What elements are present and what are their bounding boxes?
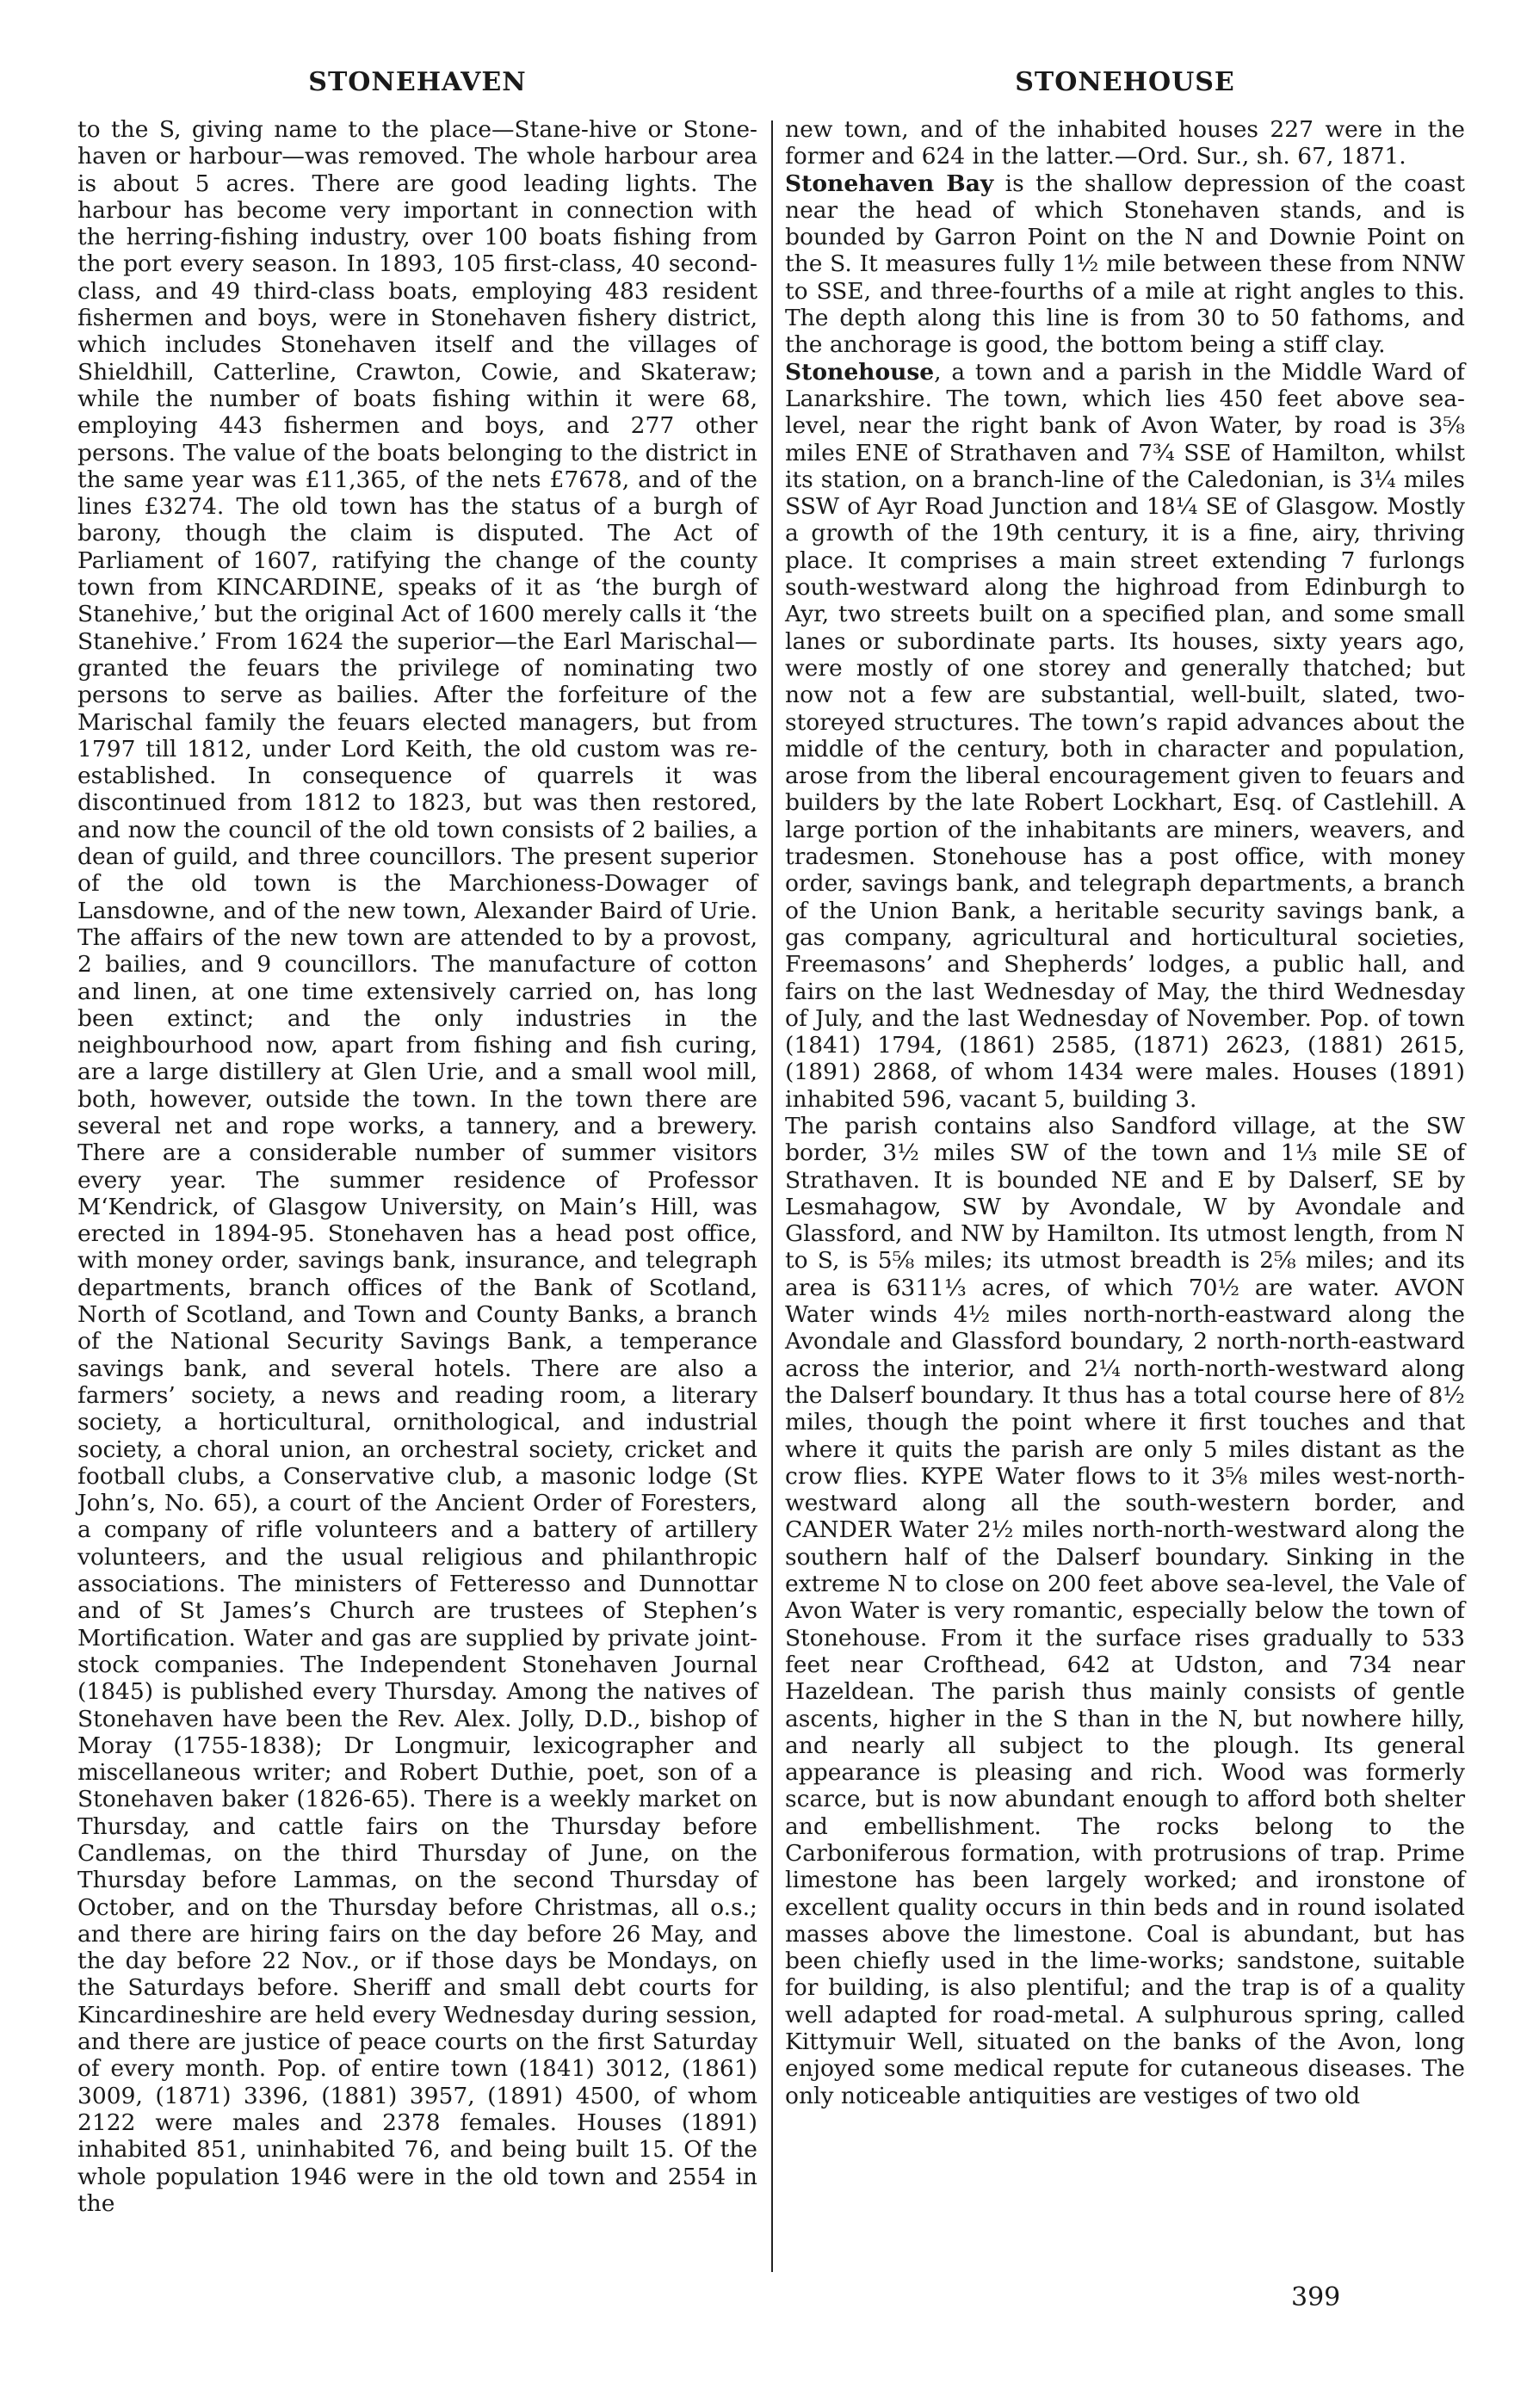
- entry-body-stonehouse: , a town and a parish in the Middle Ward of Lanarkshire. The town, which lies 450 feet above sea-level, near the right bank of Avon Water, by road is 3⅝ miles ENE of Strathaven and 7¾ SSE of Hamilton, whilst its station, on a branch-line of the Caledonian, is 3¼ miles SSW of Ayr Road Junction and 18¼ SE of Glasgow. Mostly a growth of the 19th century, it is a fine, airy, thriving place. It comprises a main street extending 7 furlongs south-westward along the highroad from Edinburgh to Ayr, two streets built on a specified plan, and some small lanes or subordinate parts. Its houses, sixty years ago, were mostly of one storey and generally thatched; but now not a few are substantial, well-built, slated, two-storeyed structures. The town’s rapid advances about the middle of the century, both in character and population, arose from the liberal encouragement given to feuars and builders by the late Robert Lockhart, Esq. of Castlehill. A large portion of the inhabitants are miners, weavers, and tradesmen. Stonehouse has a post office, with money order, savings bank, and telegraph departments, a branch of the Union Bank, a heritable security savings bank, a gas company, agricultural and horticultural societies, Freemasons’ and Shepherds’ lodges, a public hall, and fairs on the last Wednesday of May, the third Wednesday of July, and the last Wednesday of November. Pop. of town (1841) 1794, (1861) 2585, (1871) 2623, (1881) 2615, (1891) 2868, of whom 1434 were males. Houses (1891) inhabited 596, vacant 5, building 3.: [785, 358, 1465, 1113]
- entry-heading-stonehaven-bay: Stonehaven Bay: [785, 170, 994, 197]
- paragraph-stonehouse-parish: The parish contains also Sandford village, at the SW border, 3½ miles SW of the town and 1⅓ mile SE of Strathaven. It is bounded NE and E by Dalserf, SE by Lesmahagow, SW by Avondale, W by Avondale and Glassford, and NW by Hamilton. Its utmost length, from N to S, is 5⅝ miles; its utmost breadth is 2⅝ miles; and its area is 6311⅓ acres, of which 70½ are water. AVON Water winds 4½ miles north-north-eastward along the Avondale and Glassford boundary, 2 north-north-eastward across the interior, and 2¼ north-north-westward along the Dalserf boundary. It thus has a total course here of 8½ miles, though the point where it first touches and that where it quits the parish are only 5 miles distant as the crow flies. KYPE Water flows to it 3⅝ miles west-north-westward along all the south-western border, and CANDER Water 2½ miles north-north-westward along the southern half of the Dalserf boundary. Sinking in the extreme N to close on 200 feet above sea-level, the Vale of Avon Water is very romantic, especially below the town of Stonehouse. From it the surface rises gradually to 533 feet near Crofthead, 642 at Udston, and 734 near Hazeldean. The parish thus mainly consists of gentle ascents, higher in the S than in the N, but nowhere hilly, and nearly all subject to the plough. Its general appearance is pleasing and rich. Wood was formerly scarce, but is now abundant enough to afford both shelter and embellishment. The rocks belong to the Carboniferous formation, with protrusions of trap. Prime limestone has been largely worked; and ironstone of excellent quality occurs in thin beds and in round isolated masses above the limestone. Coal is abundant, but has been chiefly used in the lime-works; sandstone, suitable for building, is also plentiful; and the trap is of a quality well adapted for road-metal. A sulphurous spring, called Kittymuir Well, situated on the banks of the Avon, long enjoyed some medical repute for cutaneous diseases. The only noticeable antiquities are vestiges of two old: [785, 1112, 1465, 2109]
- running-head-right: STONEHOUSE: [1015, 67, 1235, 97]
- entry-stonehaven-bay: [785, 170, 1465, 359]
- paragraph-stonehaven-end: new town, and of the inhabited houses 227 were in the former and 624 in the latter.—Ord. Sur., sh. 67, 1871.: [785, 116, 1465, 170]
- left-column: [77, 116, 757, 2217]
- entry-body-stonehaven-bay: is the shallow depression of the coast near the head of which Stonehaven stands, and is bounded by Garron Point on the N and Downie Point on the S. It measures fully 1½ mile between these from NNW to SSE, and three-fourths of a mile at right angles to this. The depth along this line is from 30 to 50 fathoms, and the anchorage is good, the bottom being a stiff clay.: [785, 170, 1465, 359]
- running-head-left: STONEHAVEN: [308, 67, 527, 97]
- right-column: [785, 116, 1465, 2109]
- entry-stonehouse: [785, 359, 1465, 1113]
- page-number: 399: [1291, 2282, 1341, 2312]
- paragraph-stonehaven-continued: to the S, giving name to the place—Stane-hive or Stone-haven or harbour—was removed. The whole harbour area is about 5 acres. There are good leading lights. The harbour has become very important in connection with the herring-fishing industry, over 100 boats fishing from the port every season. In 1893, 105 first-class, 40 second-class, and 49 third-class boats, employing 483 resident fishermen and boys, were in Stonehaven fishery district, which includes Stonehaven itself and the villages of Shieldhill, Catterline, Crawton, Cowie, and Skateraw; while the number of boats fishing within it were 68, employing 443 fishermen and boys, and 277 other persons. The value of the boats belonging to the district in the same year was £11,365, of the nets £7678, and of the lines £3274. The old town has the status of a burgh of barony, though the claim is disputed. The Act of Parliament of 1607, ratifying the change of the county town from KINCARDINE, speaks of it as ‘the burgh of Stanehive,’ but the original Act of 1600 merely calls it ‘the Stanehive.’ From 1624 the superior—the Earl Marischal—granted the feuars the privilege of nominating two persons to serve as bailies. After the forfeiture of the Marischal family the feuars elected managers, but from 1797 till 1812, under Lord Keith, the old custom was re-established. In consequence of quarrels it was discontinued from 1812 to 1823, but was then restored, and now the council of the old town consists of 2 bailies, a dean of guild, and three councillors. The present superior of the old town is the Marchioness-Dowager of Lansdowne, and of the new town, Alexander Baird of Urie. The affairs of the new town are attended to by a provost, 2 bailies, and 9 councillors. The manufacture of cotton and linen, at one time extensively carried on, has long been extinct; and the only industries in the neighbourhood now, apart from fishing and fish curing, are a large distillery at Glen Urie, and a small wool mill, both, however, outside the town. In the town there are several net and rope works, a tannery, and a brewery. There are a considerable number of summer visitors every year. The summer residence of Professor M‘Kendrick, of Glasgow University, on Main’s Hill, was erected in 1894-95. Stonehaven has a head post office, with money order, savings bank, insurance, and telegraph departments, branch offices of the Bank of Scotland, North of Scotland, and Town and County Banks, a branch of the National Security Savings Bank, a temperance savings bank, and several hotels. There are also a farmers’ society, a news and reading room, a literary society, a horticultural, ornithological, and industrial society, a choral union, an orchestral society, cricket and football clubs, a Conservative club, a masonic lodge (St John’s, No. 65), a court of the Ancient Order of Foresters, a company of rifle volunteers and a battery of artillery volunteers, and the usual religious and philanthropic associations. The ministers of Fetteresso and Dunnottar and of St James’s Church are trustees of Stephen’s Mortification. Water and gas are supplied by private joint-stock companies. The Independent Stonehaven Journal (1845) is published every Thursday. Among the natives of Stonehaven have been the Rev. Alex. Jolly, D.D., bishop of Moray (1755-1838); Dr Longmuir, lexicographer and miscellaneous writer; and Robert Duthie, poet, son of a Stonehaven baker (1826-65). There is a weekly market on Thursday, and cattle fairs on the Thursday before Candlemas, on the third Thursday of June, on the Thursday before Lammas, on the second Thursday of October, and on the Thursday before Christmas, all o.s.; and there are hiring fairs on the day before 26 May, and the day before 22 Nov., or if those days be Mondays, on the Saturdays before. Sheriff and small debt courts for Kincardineshire are held every Wednesday during session, and there are justice of peace courts on the first Saturday of every month. Pop. of entire town (1841) 3012, (1861) 3009, (1871) 3396, (1881) 3957, (1891) 4500, of whom 2122 were males and 2378 females. Houses (1891) inhabited 851, uninhabited 76, and being built 15. Of the whole population 1946 were in the old town and 2554 in the: [77, 116, 757, 2217]
- entry-heading-stonehouse: Stonehouse: [785, 358, 935, 386]
- column-divider: [771, 120, 773, 2272]
